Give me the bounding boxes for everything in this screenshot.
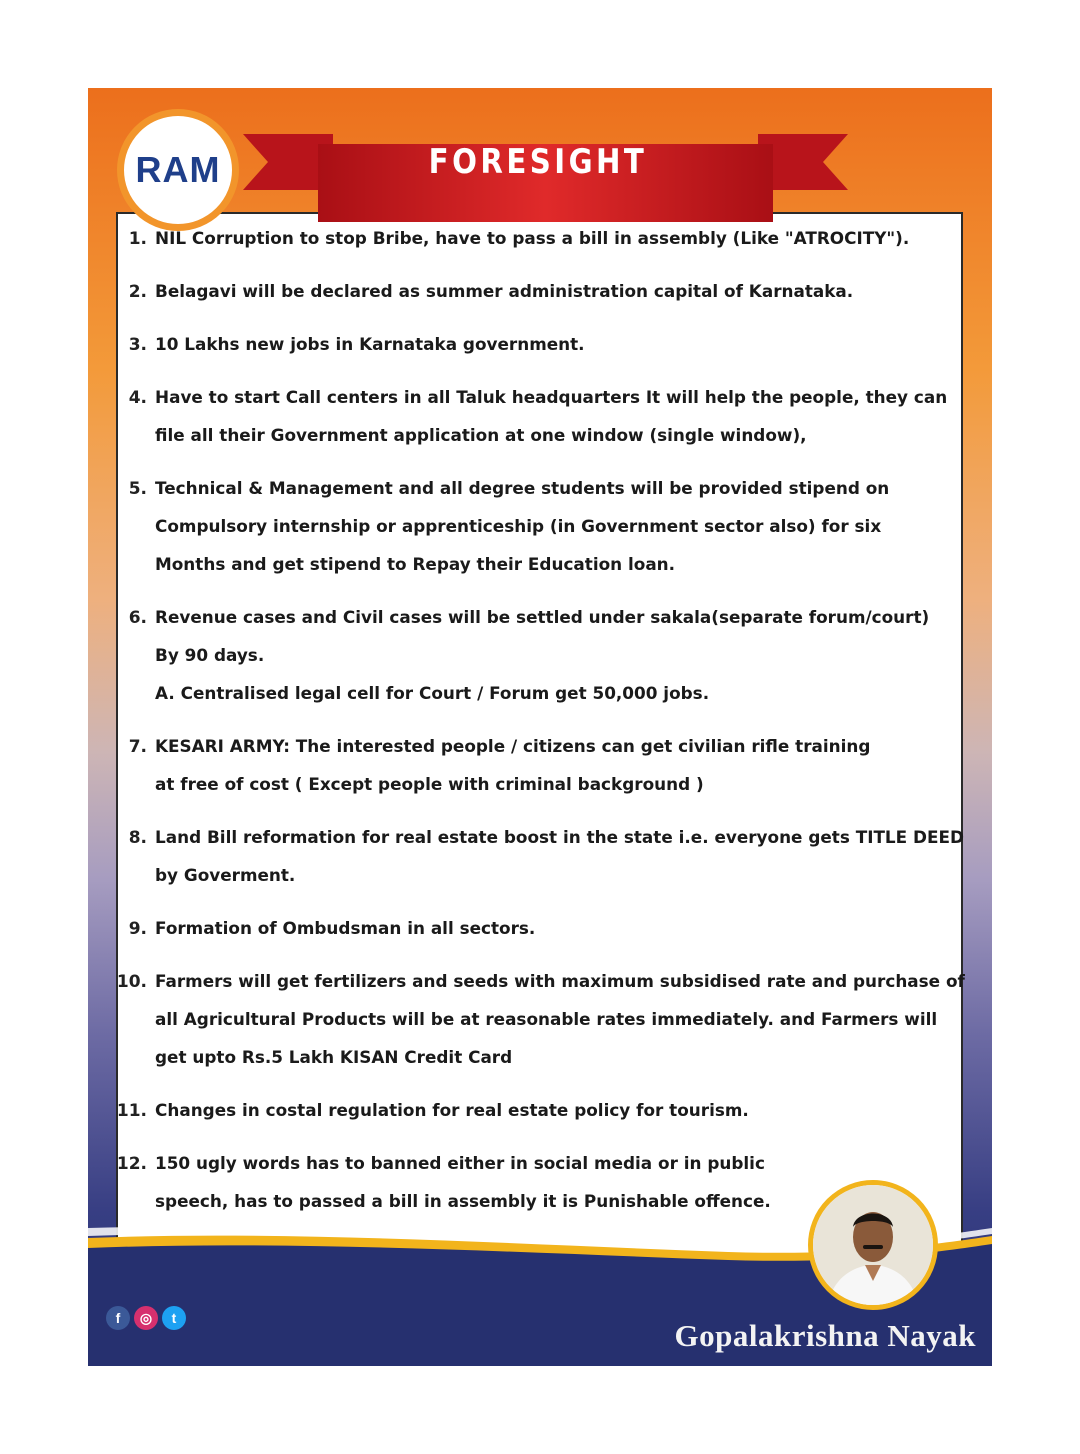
foresight-list [114, 220, 965, 1236]
item-number: 9. [128, 919, 147, 939]
item-line: speech, has to passed a bill in assembly it is Punishable offence. [155, 1192, 771, 1212]
item-text [155, 273, 944, 311]
item-number: 1. [128, 229, 147, 249]
item-line: Revenue cases and Civil cases will be settled under sakala(separate forum/court) [155, 608, 930, 628]
list-item [114, 379, 948, 455]
item-line: get upto Rs.5 Lakh KISAN Credit Card [155, 1048, 513, 1068]
list-item [114, 220, 944, 258]
list-item [114, 728, 944, 804]
instagram-icon[interactable]: ◎ [134, 1306, 158, 1330]
item-number: 5. [128, 479, 147, 499]
item-text [155, 728, 944, 804]
item-line: Months and get stipend to Repay their Education loan. [155, 555, 676, 575]
item-number: 10. [116, 972, 147, 992]
list-item [114, 273, 944, 311]
list-item [114, 599, 944, 713]
item-line: KESARI ARMY: The interested people / citizens can get civilian rifle training [155, 737, 871, 757]
item-line: NIL Corruption to stop Bribe, have to pass a bill in assembly (Like "ATROCITY"). [155, 229, 910, 249]
item-text [155, 963, 973, 1077]
item-line: by Goverment. [155, 866, 296, 886]
item-number: 11. [116, 1101, 147, 1121]
item-line: 10 Lakhs new jobs in Karnataka government. [155, 335, 585, 355]
item-number: 6. [128, 608, 147, 628]
item-number: 7. [128, 737, 147, 757]
item-line: Land Bill reformation for real estate boost in the state i.e. everyone gets TITLE DEED [155, 828, 964, 848]
item-line: A. Centralised legal cell for Court / Forum get 50,000 jobs. [155, 684, 710, 704]
item-line: Formation of Ombudsman in all sectors. [155, 919, 536, 939]
banner-title: FORESIGHT [428, 142, 648, 182]
item-line: 150 ugly words has to banned either in social media or in public [155, 1154, 765, 1174]
item-number: 8. [128, 828, 147, 848]
item-line: Compulsory internship or apprenticeship (in Government sector also) for six [155, 517, 882, 537]
portrait-illustration [813, 1185, 933, 1305]
item-text [155, 379, 955, 455]
item-line: Have to start Call centers in all Taluk headquarters It will help the people, they can [155, 388, 948, 408]
logo-text: RAM [135, 149, 221, 190]
author-name: Gopalakrishna Nayak [674, 1318, 976, 1353]
item-number: 2. [128, 282, 147, 302]
item-text [155, 819, 972, 895]
item-text [155, 470, 944, 584]
twitter-icon[interactable]: t [162, 1306, 186, 1330]
item-text [155, 910, 944, 948]
item-text [155, 326, 944, 364]
list-item [114, 963, 965, 1077]
item-line: Technical & Management and all degree students will be provided stipend on [155, 479, 890, 499]
item-text [155, 1092, 944, 1130]
facebook-icon[interactable]: f [106, 1306, 130, 1330]
item-line: Farmers will get fertilizers and seeds with maximum subsidised rate and purchase of [155, 972, 965, 992]
list-item [114, 470, 944, 584]
poster [88, 88, 992, 1366]
ram-logo [117, 109, 239, 231]
candidate-photo [808, 1180, 938, 1310]
item-text [155, 220, 944, 258]
item-number: 12. [116, 1154, 147, 1174]
item-number: 4. [128, 388, 147, 408]
item-line: file all their Government application at one window (single window), [155, 426, 807, 446]
item-line: at free of cost ( Except people with criminal background ) [155, 775, 704, 795]
item-line: Belagavi will be declared as summer administration capital of Karnataka. [155, 282, 854, 302]
list-item [114, 819, 964, 895]
social-icons [106, 1306, 186, 1330]
item-text [155, 599, 944, 713]
item-line: Changes in costal regulation for real estate policy for tourism. [155, 1101, 749, 1121]
item-line: By 90 days. [155, 646, 265, 666]
item-number: 3. [128, 335, 147, 355]
list-item [114, 1092, 944, 1130]
item-line: all Agricultural Products will be at reasonable rates immediately. and Farmers will [155, 1010, 938, 1030]
list-item [114, 910, 944, 948]
list-item [114, 326, 944, 364]
